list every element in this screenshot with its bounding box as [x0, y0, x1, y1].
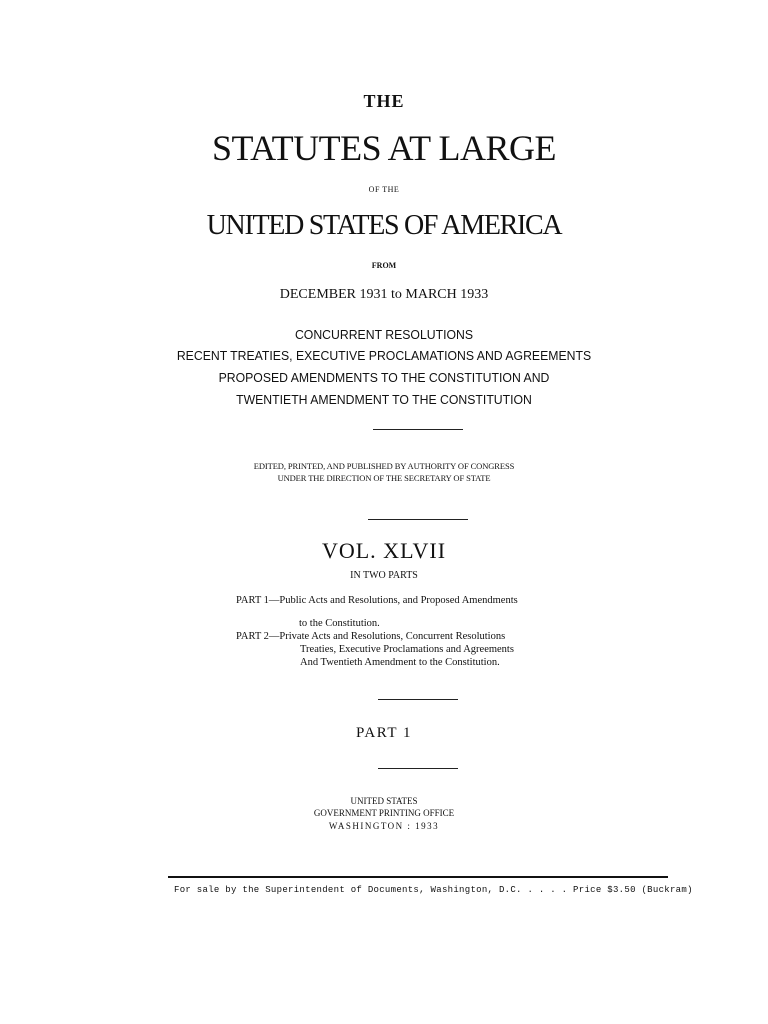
- contents-line: TWENTIETH AMENDMENT TO THE CONSTITUTION: [236, 393, 532, 407]
- volume-number: VOL. XLVII: [321, 538, 447, 563]
- footer-rule: [168, 876, 668, 878]
- contents-line: CONCURRENT RESOLUTIONS: [294, 328, 474, 342]
- in-two-parts-label: IN TWO PARTS: [350, 570, 418, 581]
- divider-rule: [373, 429, 463, 430]
- divider-rule: [378, 699, 458, 700]
- imprint-place-year: WASHINGTON : 1933: [328, 821, 440, 831]
- title-article: THE: [363, 91, 405, 111]
- from-label: FROM: [371, 261, 397, 270]
- imprint-country: UNITED STATES: [350, 796, 418, 806]
- parts-description: [0, 596, 768, 676]
- authority-line: UNDER THE DIRECTION OF THE SECRETARY OF STATE: [277, 473, 491, 483]
- divider-rule: [368, 519, 468, 520]
- of-the-label: OF THE: [368, 185, 400, 194]
- part2-description-cont: Treaties, Executive Proclamations and Agreements: [300, 644, 514, 655]
- part2-description: PART 2—Private Acts and Resolutions, Concurrent Resolutions: [236, 631, 506, 642]
- sale-notice: For sale by the Superintendent of Documents, Washington, D.C. . . . . Price $3.50 (Buckram): [174, 885, 693, 895]
- part-heading: PART 1: [355, 725, 413, 741]
- part2-description-cont: And Twentieth Amendment to the Constitution.: [300, 657, 500, 668]
- contents-line: RECENT TREATIES, EXECUTIVE PROCLAMATIONS AND AGREEMENTS: [176, 349, 592, 363]
- imprint-publisher: GOVERNMENT PRINTING OFFICE: [313, 808, 455, 818]
- contents-line: PROPOSED AMENDMENTS TO THE CONSTITUTION AND: [218, 371, 550, 385]
- divider-rule: [378, 768, 458, 769]
- date-range: DECEMBER 1931 to MARCH 1933: [279, 287, 489, 302]
- authority-line: EDITED, PRINTED, AND PUBLISHED BY AUTHORITY OF CONGRESS: [253, 461, 515, 471]
- part1-description-cont: to the Constitution.: [299, 618, 380, 629]
- part1-description: PART 1—Public Acts and Resolutions, and Proposed Amendments: [236, 595, 518, 606]
- country-title: UNITED STATES OF AMERICA: [206, 210, 562, 241]
- main-title: STATUTES AT LARGE: [212, 128, 556, 168]
